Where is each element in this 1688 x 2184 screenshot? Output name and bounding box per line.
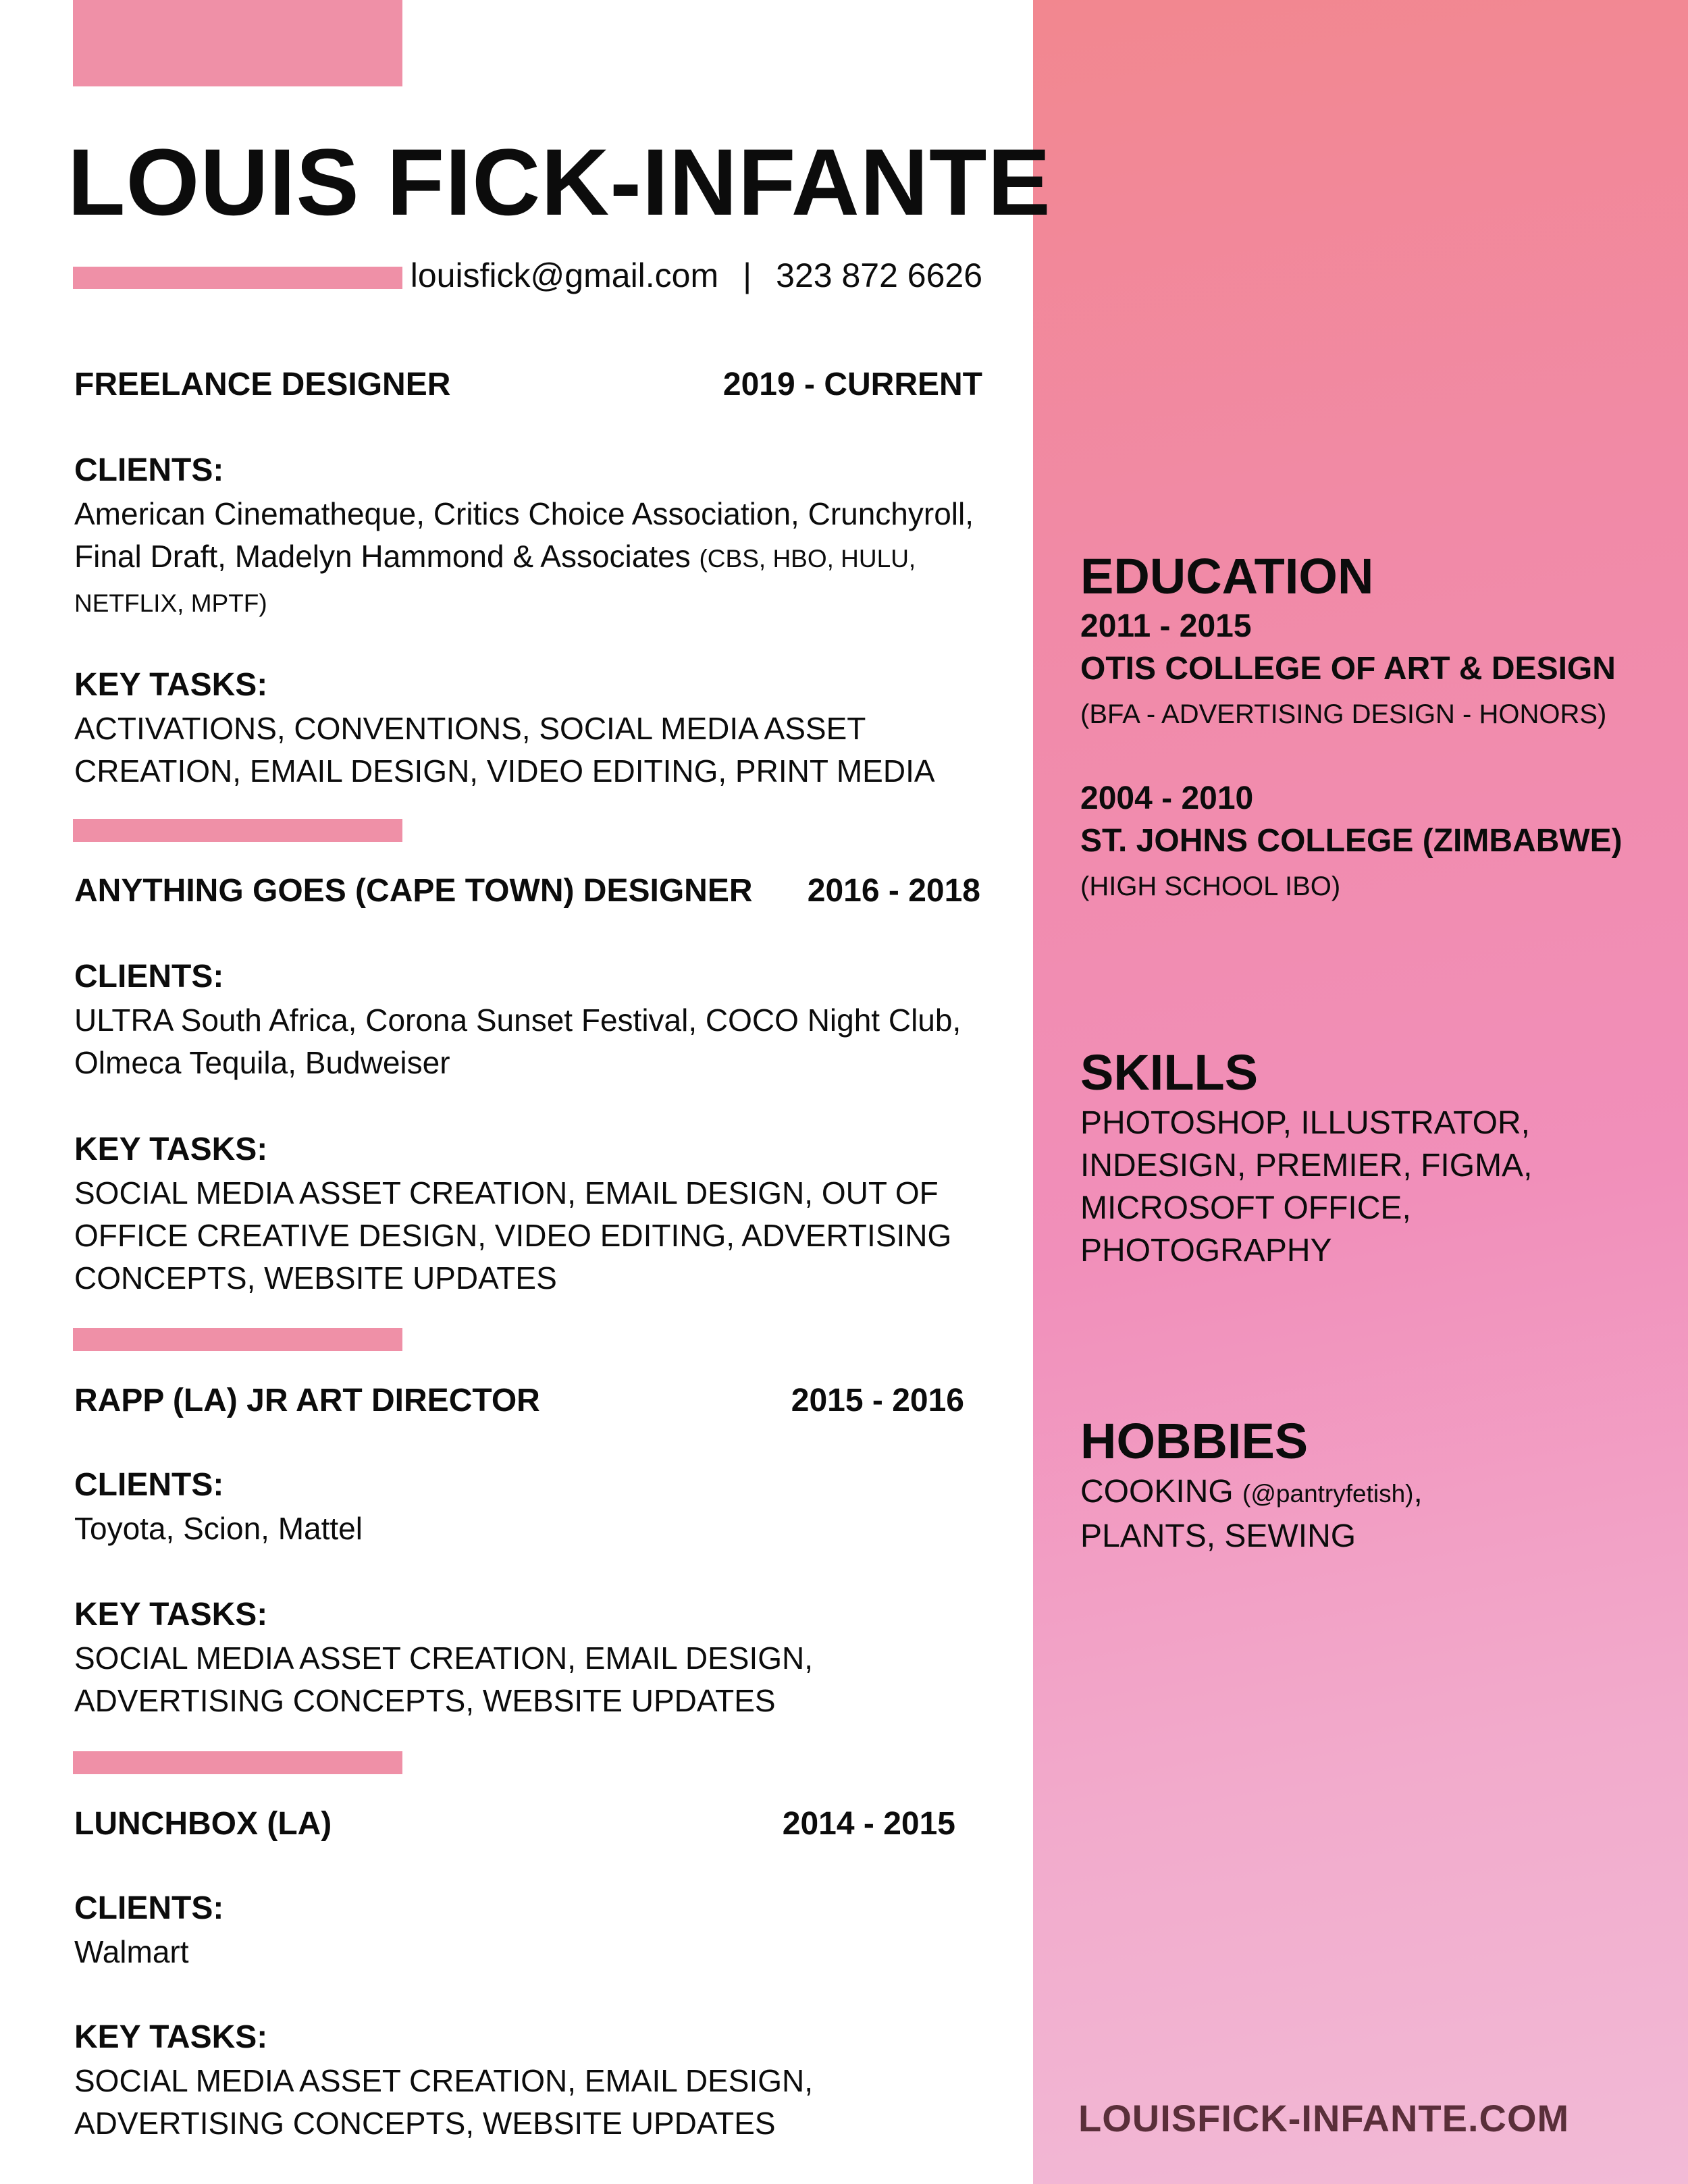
top-accent-bar: [73, 0, 402, 86]
job-title: LUNCHBOX (LA): [74, 1806, 332, 1842]
website-link[interactable]: LOUISFICK-INFANTE.COM: [1078, 2097, 1570, 2139]
phone-text: 323 872 6626: [776, 257, 982, 294]
job-dates: 2015 - 2016: [791, 1383, 964, 1418]
clients-text: Walmart: [74, 1934, 189, 1969]
job-dates: 2019 - CURRENT: [722, 367, 982, 402]
education-note: (HIGH SCHOOL IBO): [1080, 872, 1341, 901]
education-years: 2011 - 2015: [1080, 608, 1252, 644]
education-school: OTIS COLLEGE OF ART & DESIGN: [1080, 651, 1616, 687]
clients-label: CLIENTS:: [74, 959, 224, 994]
clients-text: ULTRA South Africa, Corona Sunset Festival, COCO Night Club, Olmeca Tequila, Budweiser: [74, 1003, 961, 1080]
education-heading: EDUCATION: [1080, 548, 1374, 604]
clients-text: [74, 493, 1006, 624]
skills-heading: SKILLS: [1080, 1044, 1259, 1100]
hobbies-line-1: COOKING: [1080, 1474, 1243, 1510]
job-dates: 2016 - 2018: [807, 873, 980, 909]
hobbies-heading: HOBBIES: [1080, 1413, 1309, 1469]
job-dates: 2014 - 2015: [782, 1806, 955, 1842]
key-tasks-label: KEY TASKS:: [74, 1131, 268, 1167]
key-tasks-text: SOCIAL MEDIA ASSET CREATION, EMAIL DESIGN, OUT OF OFFICE CREATIVE DESIGN, VIDEO EDITING, ADVERTISING CONCEPTS, WEBSITE UPDATES: [74, 1175, 952, 1296]
key-tasks-text: SOCIAL MEDIA ASSET CREATION, EMAIL DESIGN, ADVERTISING CONCEPTS, WEBSITE UPDATES: [74, 2063, 814, 2141]
job-title: ANYTHING GOES (CAPE TOWN) DESIGNER: [74, 873, 753, 909]
clients-label: CLIENTS:: [74, 1890, 224, 1926]
contact-line: [411, 253, 982, 298]
key-tasks-text: ACTIVATIONS, CONVENTIONS, SOCIAL MEDIA ASSET CREATION, EMAIL DESIGN, VIDEO EDITING, PRINT MEDIA: [74, 711, 935, 789]
key-tasks-label: KEY TASKS:: [74, 667, 268, 703]
clients-text: Toyota, Scion, Mattel: [74, 1511, 363, 1546]
education-years: 2004 - 2010: [1080, 780, 1254, 816]
section-divider-bar: [73, 1751, 402, 1774]
contact-separator: |: [743, 257, 752, 294]
skills-text: PHOTOSHOP, ILLUSTRATOR, INDESIGN, PREMIER, FIGMA, MICROSOFT OFFICE, PHOTOGRAPHY: [1080, 1105, 1533, 1269]
clients-label: CLIENTS:: [74, 452, 224, 488]
candidate-name: LOUIS FICK-INFANTE: [68, 129, 1051, 235]
contact-accent-bar: [73, 267, 402, 289]
clients-list: American Cinematheque, Critics Choice Association, Crunchyroll, Final Draft, Madelyn Hammond & Associates: [74, 496, 974, 574]
section-divider-bar: [73, 819, 402, 842]
key-tasks-label: KEY TASKS:: [74, 1597, 268, 1632]
hobbies-text: [1080, 1470, 1661, 1557]
key-tasks-label: KEY TASKS:: [74, 2019, 268, 2055]
clients-list-extra: (CBS, HBO, HULU, NETFLIX, MPTF): [74, 545, 916, 617]
hobbies-handle: (@pantryfetish): [1242, 1480, 1414, 1508]
section-divider-bar: [73, 1328, 402, 1351]
clients-label: CLIENTS:: [74, 1467, 224, 1503]
email-text: louisfick@gmail.com: [410, 257, 719, 294]
education-school: ST. JOHNS COLLEGE (ZIMBABWE): [1080, 823, 1623, 859]
education-note: (BFA - ADVERTISING DESIGN - HONORS): [1080, 699, 1607, 729]
key-tasks-text: SOCIAL MEDIA ASSET CREATION, EMAIL DESIGN, ADVERTISING CONCEPTS, WEBSITE UPDATES: [74, 1641, 814, 1718]
hobbies-comma: ,: [1413, 1474, 1423, 1510]
hobbies-line-2: PLANTS, SEWING: [1080, 1518, 1356, 1554]
job-title: RAPP (LA) JR ART DIRECTOR: [74, 1383, 540, 1418]
job-title: FREELANCE DESIGNER: [74, 367, 451, 402]
